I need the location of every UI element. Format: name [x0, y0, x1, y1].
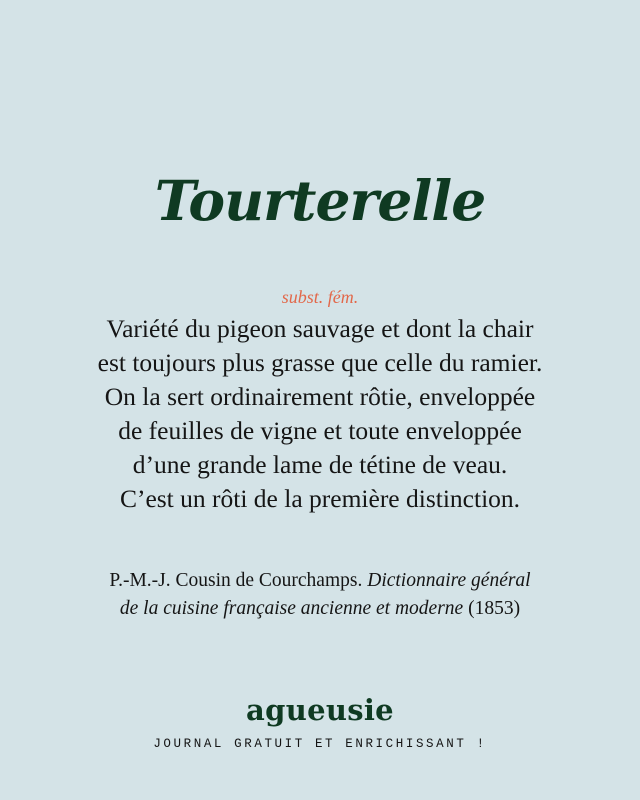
citation-line-2 [20, 595, 620, 623]
citation-year: (1853) [468, 598, 521, 619]
definition-line: Variété du pigeon sauvage et dont la chair [106, 314, 534, 343]
part-of-speech: subst. fém. [281, 287, 359, 307]
definition-line: est toujours plus grasse que celle du ramier. [97, 348, 543, 377]
definition-line: On la sert ordinairement rôtie, enveloppée [104, 382, 536, 411]
citation-author: P.-M.-J. Cousin de Courchamps. [109, 570, 363, 591]
brand-tagline: JOURNAL GRATUIT ET ENRICHISSANT ! [153, 737, 487, 751]
citation-line-1 [20, 567, 620, 595]
headword: Tourterelle [154, 168, 486, 233]
definition [30, 312, 610, 516]
definition-line: d’une grande lame de tétine de veau. [132, 450, 508, 479]
definition-line: de feuilles de vigne et toute enveloppée [118, 416, 522, 445]
definition-line: C’est un rôti de la première distinction. [119, 484, 521, 513]
citation-title-part-1: Dictionnaire général [367, 570, 531, 591]
citation-title-part-2: de la cuisine française ancienne et moderne [119, 598, 464, 619]
brand-logo: agueusie [246, 693, 394, 727]
citation [20, 567, 620, 623]
